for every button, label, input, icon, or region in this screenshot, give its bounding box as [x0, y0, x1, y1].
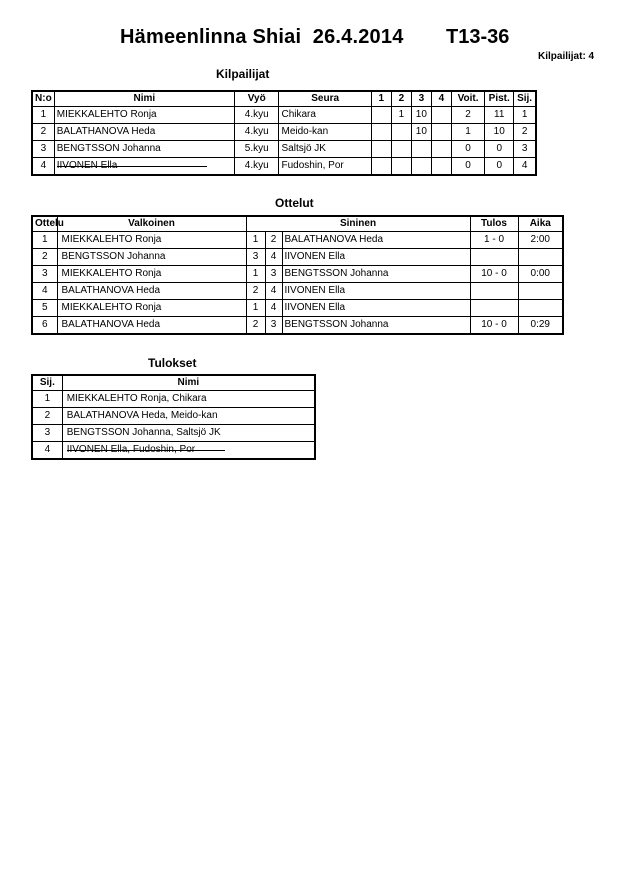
cell-r4 [431, 107, 451, 124]
cell-white-no: 2 [246, 283, 265, 300]
cell-result [470, 300, 518, 317]
cell-time [518, 249, 563, 266]
table-row [32, 391, 315, 408]
cell-name: MIEKKALEHTO Ronja, Chikara [62, 391, 315, 408]
cell-r4 [431, 141, 451, 158]
cell-white: MIEKKALEHTO Ronja [57, 300, 246, 317]
col-header: Tulos [470, 216, 518, 232]
cell-club: Chikara [279, 107, 371, 124]
cell-points: 11 [485, 107, 514, 124]
cell-points: 0 [485, 141, 514, 158]
cell-club: Saltsjö JK [279, 141, 371, 158]
cell-r3: 10 [411, 124, 431, 141]
cell-match-no: 2 [32, 249, 57, 266]
cell-match-no: 3 [32, 266, 57, 283]
cell-blue-no: 2 [265, 232, 282, 249]
col-header: Seura [279, 91, 371, 107]
cell-belt: 4.kyu [234, 158, 279, 176]
cell-place: 1 [514, 107, 536, 124]
cell-place: 1 [32, 391, 62, 408]
cell-blue-no: 3 [265, 317, 282, 335]
table-row [32, 425, 315, 442]
matches-table [31, 215, 564, 335]
cell-blue: BENGTSSON Johanna [282, 317, 470, 335]
cell-r3: 10 [411, 107, 431, 124]
cell-wins: 0 [451, 141, 484, 158]
cell-place: 3 [32, 425, 62, 442]
cell-blue-no: 4 [265, 249, 282, 266]
cell-place: 4 [32, 442, 62, 460]
cell-name: BENGTSSON Johanna [54, 141, 234, 158]
col-header: Valkoinen [57, 216, 246, 232]
col-header: 4 [431, 91, 451, 107]
cell-r1 [371, 107, 391, 124]
cell-white: BENGTSSON Johanna [57, 249, 246, 266]
col-header: 3 [411, 91, 431, 107]
competitors-heading: Kilpailijat [216, 67, 270, 81]
cell-blue-no: 4 [265, 300, 282, 317]
cell-points: 0 [485, 158, 514, 176]
cell-white: BALATHANOVA Heda [57, 317, 246, 335]
cell-result [470, 283, 518, 300]
cell-white-no: 1 [246, 300, 265, 317]
cell-match-no: 1 [32, 232, 57, 249]
cell-blue-no: 4 [265, 283, 282, 300]
col-header: Nimi [62, 375, 315, 391]
cell-time: 2:00 [518, 232, 563, 249]
table-row [32, 158, 536, 176]
cell-match-no: 4 [32, 283, 57, 300]
cell-no: 1 [32, 107, 54, 124]
cell-blue: IIVONEN Ella [282, 300, 470, 317]
cell-wins: 2 [451, 107, 484, 124]
col-header: Aika [518, 216, 563, 232]
cell-belt: 4.kyu [234, 124, 279, 141]
cell-match-no: 6 [32, 317, 57, 335]
cell-r1 [371, 124, 391, 141]
cell-blue: BENGTSSON Johanna [282, 266, 470, 283]
cell-name: BALATHANOVA Heda [54, 124, 234, 141]
cell-club: Fudoshin, Por [279, 158, 371, 176]
cell-time [518, 300, 563, 317]
withdrawn-name: IIVONEN Ella [57, 158, 118, 174]
matches-heading: Ottelut [275, 196, 314, 210]
table-row [32, 124, 536, 141]
table-row [32, 283, 563, 300]
cell-r1 [371, 141, 391, 158]
cell-white: MIEKKALEHTO Ronja [57, 232, 246, 249]
cell-white-no: 1 [246, 266, 265, 283]
cell-points: 10 [485, 124, 514, 141]
cell-place: 4 [514, 158, 536, 176]
col-header: Sij. [514, 91, 536, 107]
cell-r3 [411, 141, 431, 158]
cell-result: 10 - 0 [470, 317, 518, 335]
cell-name [54, 158, 234, 176]
results-header-row [32, 375, 315, 391]
withdrawn-name: IIVONEN Ella, Fudoshin, Por [67, 442, 195, 458]
competitor-count: Kilpailijat: 4 [538, 51, 595, 62]
competitors-header-row [32, 91, 536, 107]
cell-white: BALATHANOVA Heda [57, 283, 246, 300]
cell-match-no: 5 [32, 300, 57, 317]
cell-belt: 5.kyu [234, 141, 279, 158]
cell-time: 0:00 [518, 266, 563, 283]
cell-r4 [431, 124, 451, 141]
cell-wins: 0 [451, 158, 484, 176]
col-header: 1 [371, 91, 391, 107]
table-row [32, 317, 563, 335]
results-table [31, 374, 316, 460]
cell-r2 [391, 141, 411, 158]
col-header: N:o [32, 91, 54, 107]
cell-blue: IIVONEN Ella [282, 283, 470, 300]
table-row [32, 266, 563, 283]
cell-result: 1 - 0 [470, 232, 518, 249]
table-row [32, 232, 563, 249]
table-row [32, 141, 536, 158]
page-title: Hämeenlinna Shiai 26.4.2014 [120, 26, 404, 48]
table-row [32, 442, 315, 460]
cell-white-no: 2 [246, 317, 265, 335]
table-row [32, 408, 315, 425]
cell-r3 [411, 158, 431, 176]
col-header: Pist. [485, 91, 514, 107]
cell-place: 3 [514, 141, 536, 158]
cell-r2 [391, 124, 411, 141]
cell-name: BALATHANOVA Heda, Meido-kan [62, 408, 315, 425]
cell-time: 0:29 [518, 317, 563, 335]
cell-result [470, 249, 518, 266]
table-row [32, 300, 563, 317]
col-header: Vyö [234, 91, 279, 107]
cell-no: 2 [32, 124, 54, 141]
col-header: 2 [391, 91, 411, 107]
cell-no: 4 [32, 158, 54, 176]
cell-name: MIEKKALEHTO Ronja [54, 107, 234, 124]
cell-blue: BALATHANOVA Heda [282, 232, 470, 249]
col-header: Sininen [246, 216, 470, 232]
cell-r2: 1 [391, 107, 411, 124]
col-header: Voit. [451, 91, 484, 107]
cell-belt: 4.kyu [234, 107, 279, 124]
cell-place: 2 [32, 408, 62, 425]
cell-club: Meido-kan [279, 124, 371, 141]
cell-blue-no: 3 [265, 266, 282, 283]
cell-white-no: 1 [246, 232, 265, 249]
cell-no: 3 [32, 141, 54, 158]
cell-result: 10 - 0 [470, 266, 518, 283]
results-heading: Tulokset [148, 356, 197, 370]
cell-name: BENGTSSON Johanna, Saltsjö JK [62, 425, 315, 442]
cell-name [62, 442, 315, 460]
competitors-table [31, 90, 537, 176]
cell-wins: 1 [451, 124, 484, 141]
cell-white: MIEKKALEHTO Ronja [57, 266, 246, 283]
col-header: Nimi [54, 91, 234, 107]
cell-r2 [391, 158, 411, 176]
matches-header-row [32, 216, 563, 232]
col-header: Sij. [32, 375, 62, 391]
cell-blue: IIVONEN Ella [282, 249, 470, 266]
col-header: Ottelu [32, 216, 57, 232]
cell-r4 [431, 158, 451, 176]
cell-place: 2 [514, 124, 536, 141]
table-row [32, 107, 536, 124]
cell-r1 [371, 158, 391, 176]
cell-time [518, 283, 563, 300]
cell-white-no: 3 [246, 249, 265, 266]
table-row [32, 249, 563, 266]
category-code: T13-36 [446, 26, 510, 48]
